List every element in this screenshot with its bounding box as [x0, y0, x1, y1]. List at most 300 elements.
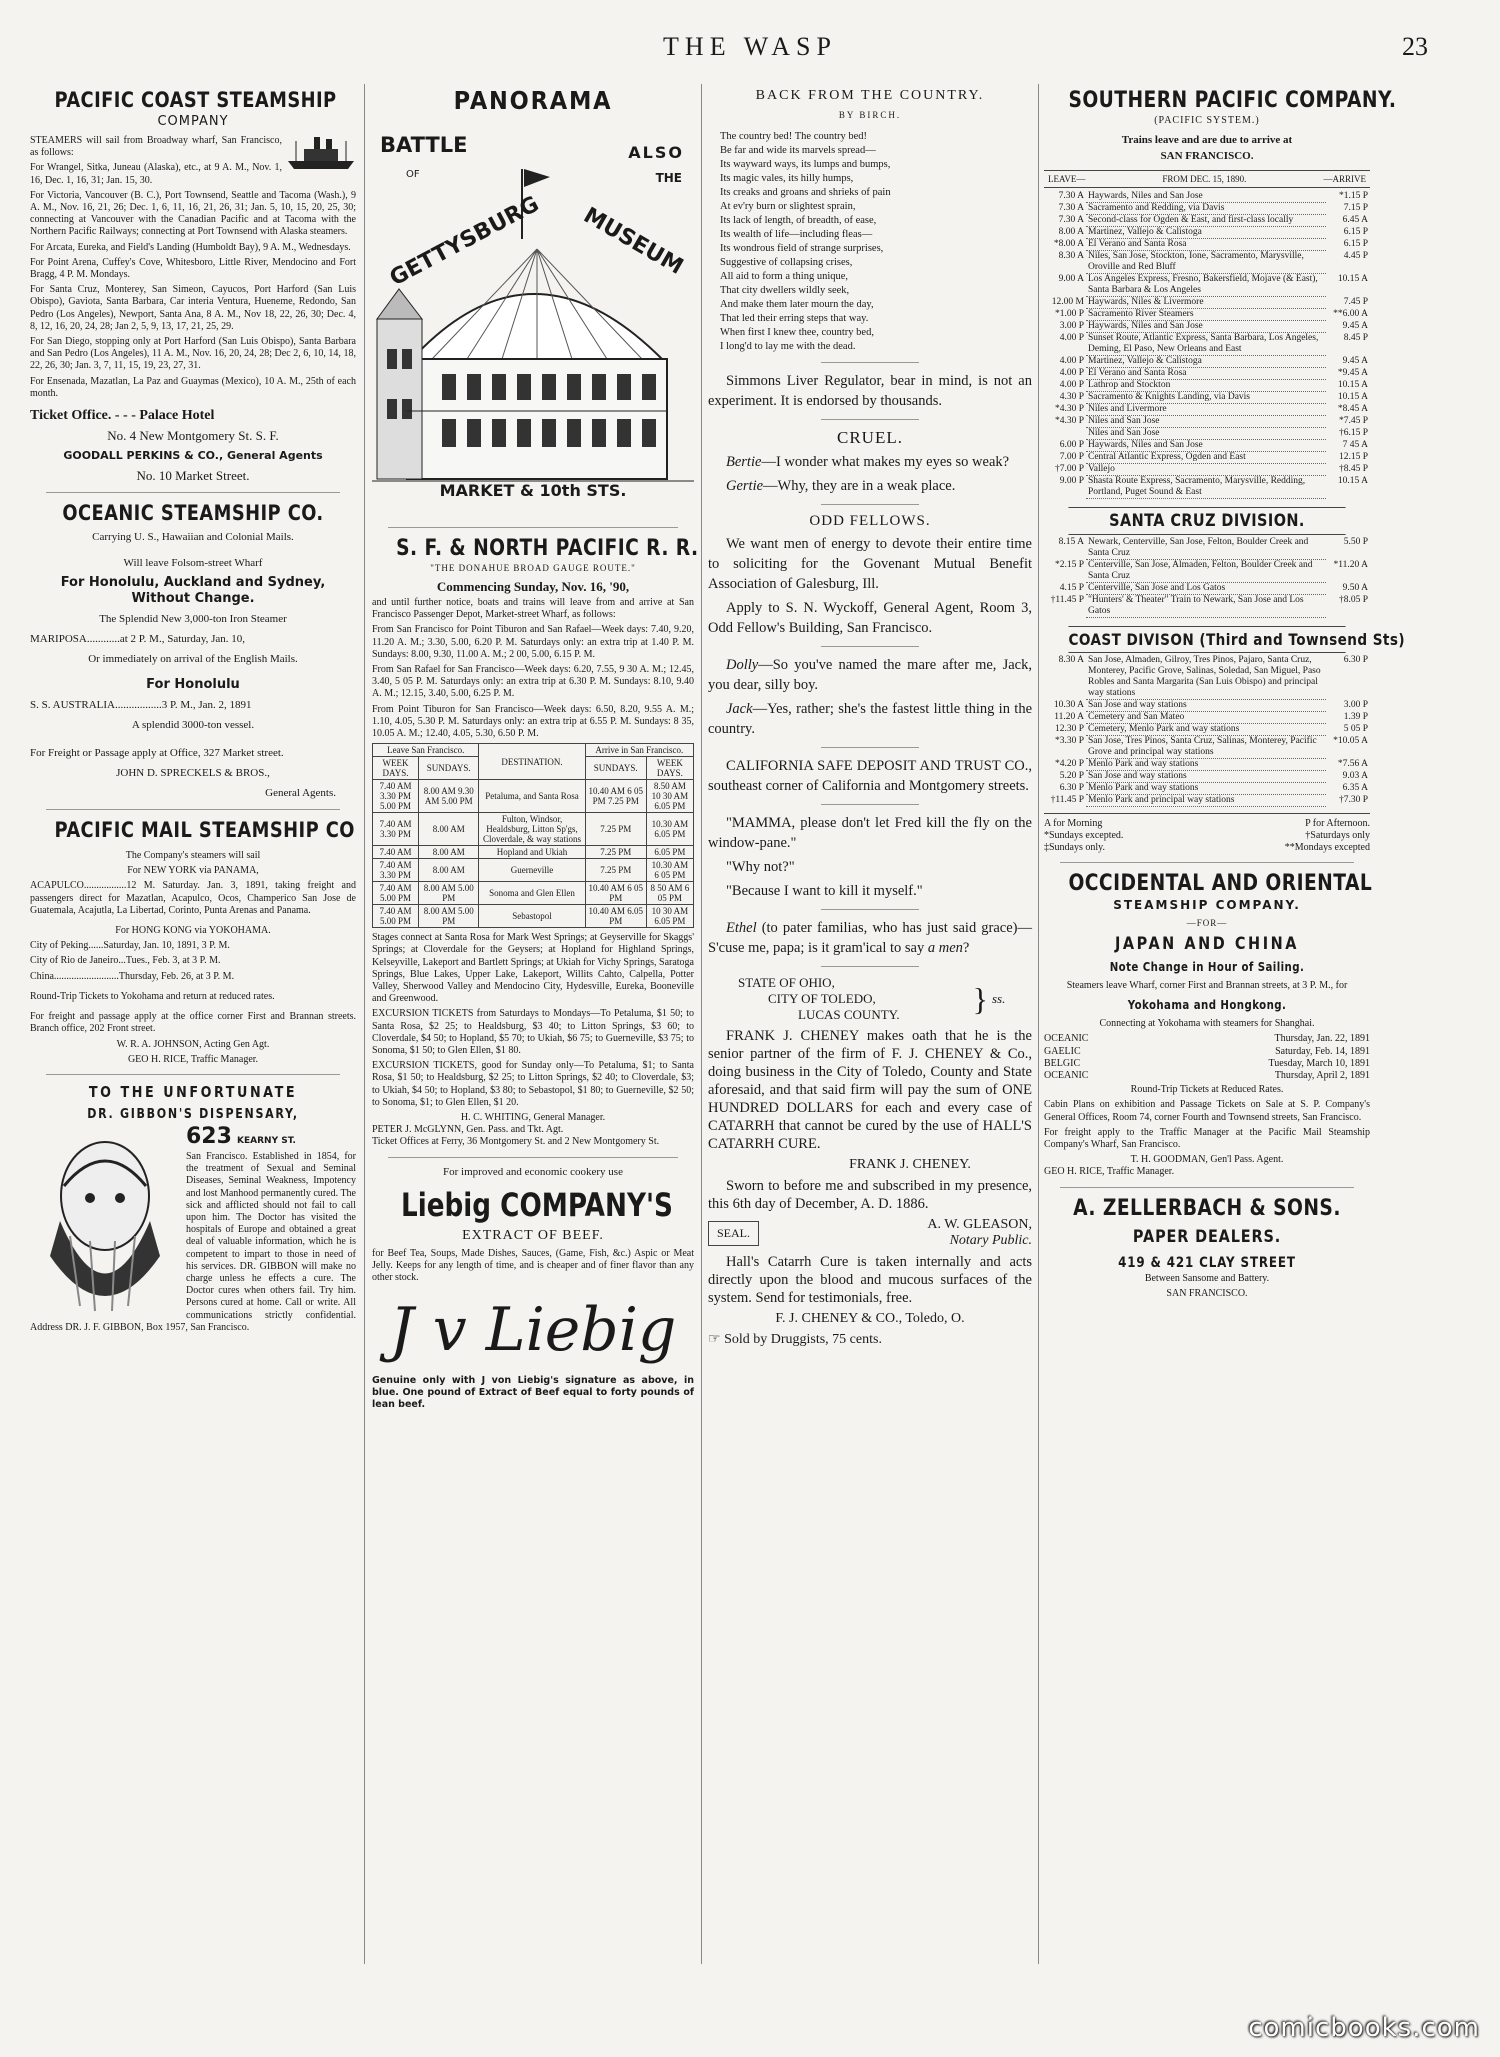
table-cell: 10.40 AM 6 05 PM 7.25 PM — [585, 780, 646, 813]
speaker: Dolly — [726, 657, 759, 673]
divider — [821, 646, 918, 647]
arrival-time: †6.15 P — [1338, 427, 1368, 438]
legend-item: A for Morning — [1044, 818, 1103, 829]
divider — [821, 419, 918, 420]
speaker: Gertie — [726, 478, 764, 494]
odd-fellows-text: Apply to S. N. Wyckoff, General Agent, Room 3, Odd Fellow's Building, San Francisco. — [708, 600, 1032, 636]
safe-deposit-text: CALIFORNIA SAFE DEPOSIT AND TRUST CO., southeast corner of California and Montgomery streets. — [708, 758, 1032, 794]
jack-line — [708, 699, 1032, 739]
destination: Cemetery, Menlo Park and way stations — [1086, 724, 1326, 736]
arrival-time: 6.30 P — [1343, 655, 1368, 665]
table-header: SUNDAYS. — [419, 757, 479, 780]
schedule-row — [1044, 356, 1370, 368]
ad-word: THE — [655, 171, 682, 185]
table-cell: 8.00 AM — [419, 859, 479, 882]
table-cell: 8.00 AM 5.00 PM — [419, 882, 479, 905]
arrival-time: 12.15 P — [1338, 451, 1368, 462]
speaker: Ethel — [726, 920, 757, 936]
emphasis: a men — [927, 940, 963, 956]
destination: Cemetery and San Mateo — [1086, 712, 1326, 724]
sailing-row — [1044, 1033, 1370, 1045]
departure-time: 4.00 P — [1059, 367, 1084, 378]
dr-gibbon-ad — [30, 1083, 356, 1334]
poem-line: Be far and wide its marvels spread— — [720, 145, 876, 156]
schedule-row — [1044, 783, 1370, 795]
notary-name: A. W. GLEASON, — [927, 1217, 1032, 1232]
table-cell: Fulton, Windsor, Healdsburg, Litton Sp'gs, Cloverdale, & way stations — [479, 813, 585, 846]
ad-line: General Agents. — [265, 787, 336, 800]
departure-time — [1044, 428, 1086, 440]
ad-line: Ticket Offices at Ferry, 36 Montgomery St. and 2 New Montgomery St. — [372, 1136, 660, 1148]
divider — [821, 504, 918, 505]
departure-time: 11.20 A — [1054, 711, 1084, 722]
ad-line: PETER J. McGLYNN, Gen. Pass. and Tkt. Agt. — [372, 1124, 564, 1136]
ship-name: GAELIC — [1044, 1045, 1081, 1057]
ad-line: Cabin Plans on exhibition and Passage Tickets on Sale at S. P. Company's General Offices, Room 74, corner Fourth and Townsend streets, San Francisco. — [1044, 1099, 1370, 1123]
panorama-illustration — [372, 119, 694, 519]
table-cell: 7.40 AM 5.00 PM — [373, 882, 419, 905]
arrival-time: †7.30 P — [1338, 794, 1368, 805]
santa-cruz-title: SANTA CRUZ DIVISION. — [1068, 507, 1345, 535]
schedule-row — [1044, 227, 1370, 239]
divider — [821, 362, 918, 363]
table-cell: 6.05 PM — [646, 846, 693, 859]
destination: Menlo Park and way stations — [1086, 783, 1326, 795]
ad-line: Between Sansome and Battery. — [1144, 1272, 1270, 1284]
schedule-row — [1044, 380, 1370, 392]
destination: Shasta Route Express, Sacramento, Marysville, Redding, Portland, Puget Sound & East — [1086, 476, 1326, 499]
ad-line: GEO H. RICE, Traffic Manager. — [1044, 1166, 1175, 1178]
ship-name: OCEANIC — [1044, 1033, 1089, 1045]
poem-line: Its lack of length, of breadth, of ease, — [720, 215, 877, 226]
ad-subtitle: PAPER DEALERS. — [1132, 1226, 1282, 1247]
pacific-coast-steamship-ad — [30, 88, 356, 484]
pacific-mail-steamship-ad — [30, 818, 356, 1066]
ethel-line — [708, 918, 1032, 958]
arrival-time: 9.03 A — [1342, 770, 1368, 781]
schedule-row — [1044, 297, 1370, 309]
poem-line: And make them later mourn the day, — [720, 299, 874, 310]
table-row — [373, 780, 694, 813]
ad-line: S. S. AUSTRALIA.................3 P. M., Jan. 2, 1891 — [30, 699, 252, 712]
ad-title: PACIFIC COAST STEAMSHIP — [54, 88, 337, 112]
arrival-time: †8.05 P — [1338, 594, 1368, 605]
schedule-row — [1044, 712, 1370, 724]
ad-line: For Santa Cruz, Monterey, San Simeon, Cayucos, Port Harford (San Luis Obispo), Gaviota, Santa Barbara, Car interia Ventura, Hueneme, Redondo, San Pedro (Los Angeles), Newport, Santa Ana, 8 A. M., Nov 18, 22, 26, 30; Dec. 4, 8, 12, 16, 20, 24, 28; Jan 2, 5, 9, 13, 17, 21, 25, 29. — [30, 284, 356, 332]
schedule-row — [1044, 416, 1370, 428]
table-cell: 7.25 PM — [585, 813, 646, 846]
arrival-time: 5.50 P — [1343, 537, 1368, 547]
ad-line: For NEW YORK via PANAMA, — [127, 865, 259, 877]
legend-item: *Sundays excepted. — [1044, 830, 1124, 841]
departure-time: *1.00 P — [1054, 308, 1084, 319]
occidental-oriental-ad — [1044, 871, 1373, 1179]
column-4 — [1044, 82, 1405, 2017]
cheney-signature: FRANK J. CHENEY. — [849, 1157, 971, 1172]
ad-title: OCCIDENTAL AND ORIENTAL — [1068, 871, 1373, 896]
ad-line: For improved and economic cookery use — [443, 1165, 623, 1178]
ticket-office: Ticket Office. - - - Palace Hotel — [30, 408, 215, 424]
table-cell: 8.00 AM 5.00 PM — [419, 905, 479, 928]
destination: Haywards, Niles and San Jose — [1086, 440, 1326, 452]
table-cell: 7.40 AM 3.30 PM 5.00 PM — [373, 780, 419, 813]
schedule-row — [1044, 321, 1370, 333]
arrival-time: *9.45 A — [1337, 367, 1368, 378]
legend-item: P for Afternoon. — [1305, 818, 1370, 829]
ad-line: China..........................Thursday, Feb. 26, at 3 P. M. — [30, 970, 235, 982]
ad-line: For freight and passage apply at the office corner First and Brannan streets. Branch office, 202 Front street. — [30, 1011, 356, 1035]
panorama-location: MARKET & 10th STS. — [439, 481, 627, 500]
destination: Centerville, San Jose and Los Gatos — [1086, 583, 1326, 595]
departure-time: 4.00 P — [1059, 332, 1084, 343]
steamship-icon — [286, 135, 356, 171]
table-cell: Sonoma and Glen Ellen — [479, 882, 585, 905]
departure-time: 7.30 A — [1058, 214, 1084, 225]
ad-line: For San Diego, stopping only at Port Harford (San Luis Obispo), Santa Barbara and San Pedro (Los Angeles), 11 A. M., Nov. 16, 20, 24, 28; Dec 2, 6, 10, 14, 18, 22, 26, 30; Jan. 3, 7, 11, 15, 19, 23, 27, 31. — [30, 336, 356, 372]
doctor-portrait-icon — [30, 1126, 180, 1316]
destination: San Jose, Almaden, Gilroy, Tres Pinos, Pajaro, Santa Cruz, Monterey, Pacific Grove, Salinas, Soledad, San Miguel, Paso Robles and Santa Margarita (San Luis Obispo) and principal way stations — [1086, 655, 1326, 700]
divider — [1060, 1187, 1353, 1188]
ad-subtitle: (PACIFIC SYSTEM.) — [1154, 115, 1260, 126]
agents: GOODALL PERKINS & CO., General Agents — [63, 449, 323, 463]
arrival-time: *11.20 A — [1333, 559, 1368, 570]
cheney-price: Sold by Druggists, 75 cents. — [724, 1332, 882, 1347]
divider — [821, 804, 918, 805]
schedule-row — [1044, 759, 1370, 771]
table-cell: 8 50 AM 6 05 PM — [646, 882, 693, 905]
address-street: KEARNY ST. — [237, 1135, 296, 1146]
ad-title: OCEANIC STEAMSHIP CO. — [62, 501, 324, 526]
legend-item: **Mondays excepted — [1284, 842, 1370, 853]
departure-time: †11.45 P — [1050, 594, 1084, 605]
dialogue: —Yes, rather; she's the fastest little thing in the country. — [708, 701, 1032, 737]
destination: Haywards, Niles and San Jose — [1086, 191, 1326, 203]
poem-line: The country bed! The country bed! — [720, 131, 868, 142]
poem-back-from-the-country — [708, 88, 1032, 354]
departure-time: 5.20 P — [1059, 770, 1084, 781]
departure-time: 7.30 A — [1058, 202, 1084, 213]
destination: El Verano and Santa Rosa — [1086, 368, 1326, 380]
ad-line: City of Peking......Saturday, Jan. 10, 1891, 3 P. M. — [30, 940, 230, 952]
cheney-ad — [708, 975, 1032, 1348]
mamma-text: "Because I want to kill it myself." — [726, 883, 923, 899]
schedule-row — [1044, 215, 1370, 227]
divider — [1060, 862, 1353, 863]
schedule-row — [1044, 368, 1370, 380]
schedule-row — [1044, 724, 1370, 736]
divider — [46, 809, 339, 810]
schedule-row — [1044, 239, 1370, 251]
destination: Sacramento & Knights Landing, via Davis — [1086, 392, 1326, 404]
speaker: Jack — [726, 701, 753, 717]
seal: SEAL. — [708, 1221, 759, 1246]
ad-line: For Wrangel, Sitka, Juneau (Alaska), etc., at 9 A. M., Nov. 1, 16, Dec. 1, 16, 31; Jan. 15, 30. — [30, 162, 282, 186]
table-cell: Hopland and Ukiah — [479, 846, 585, 859]
departure-time: *4.30 P — [1054, 415, 1084, 426]
arrival-time: 10.15 A — [1337, 379, 1368, 390]
arrival-time: †8.45 P — [1338, 463, 1368, 474]
table-header: Arrive in San Francisco. — [585, 744, 693, 757]
ad-line: For Point Arena, Cuffey's Cove, Whitesboro, Little River, Mendocino and Fort Bragg, 4 P. M. Mondays. — [30, 256, 356, 281]
arrival-time: 9.45 A — [1342, 320, 1368, 331]
dialogue: —I wonder what makes my eyes so weak? — [761, 454, 1010, 470]
table-cell: 7.25 PM — [585, 859, 646, 882]
departure-time: 10.30 A — [1053, 699, 1084, 710]
ad-line: Yokohama and Hongkong. — [1127, 998, 1287, 1013]
header-leave: LEAVE— — [1048, 174, 1086, 184]
oceanic-steamship-ad — [30, 501, 356, 801]
departure-time: 9.00 A — [1058, 273, 1084, 284]
schedule-row — [1044, 655, 1370, 700]
schedule-row — [1044, 440, 1370, 452]
arrival-time: 6.15 P — [1343, 238, 1368, 249]
column-rule — [701, 84, 702, 1964]
destination: San Jose and way stations — [1086, 771, 1326, 783]
column-2 — [372, 82, 699, 2017]
ad-line: A splendid 3000-ton vessel. — [131, 719, 255, 732]
ad-line: For Ensenada, Mazatlan, La Paz and Guaymas (Mexico), 10 A. M., 25th of each month. — [30, 375, 356, 399]
cheney-text: FRANK J. CHENEY makes oath that he is the senior partner of the firm of F. J. CHENEY & Co., doing business in the City of Toledo, County and State aforesaid, and that said firm will pay the sum of ONE HUNDRED DOLLARS for each and every case of CATARRH that cannot be cured by the use of HALL'S CATARRH CURE. — [708, 1028, 1032, 1152]
schedule-row — [1044, 404, 1370, 416]
destination: Niles and San Jose — [1086, 428, 1326, 440]
ad-title: A. ZELLERBACH & SONS. — [1073, 1195, 1341, 1221]
departure-time: 7.30 A — [1058, 191, 1084, 201]
schedule-row — [1044, 191, 1370, 203]
arrival-time: **6.00 A — [1333, 308, 1368, 319]
dialogue: —Why, they are in a weak place. — [763, 478, 956, 494]
ad-line: From Point Tiburon for San Francisco—Week days: 6.50, 8.20, 9.55 A. M.; 1.10, 4.05, 5.30 P. M. Saturdays only: an extra trip at 6.55 P. M. Sundays: 8 35, 10.05 A. M.; 12.40, 4.05, 5.30, 6.50 P. M. — [372, 703, 694, 740]
poem-body — [708, 130, 1032, 354]
ad-line: City of Rio de Janeiro...Tues., Feb. 3, at 3 P. M. — [30, 955, 221, 967]
table-cell: 7.40 AM — [373, 846, 419, 859]
departure-time: 7.00 P — [1059, 451, 1084, 462]
schedule-row — [1044, 452, 1370, 464]
poem-line: Its creaks and groans and shrieks of pain — [720, 187, 891, 198]
table-cell: 10.30 AM 6 05 PM — [646, 859, 693, 882]
table-cell: 7.25 PM — [585, 846, 646, 859]
divider — [821, 909, 918, 910]
liebig-ad — [372, 1166, 694, 1411]
schedule-row — [1044, 333, 1370, 356]
arrival-time: 7.45 P — [1343, 296, 1368, 307]
departure-time: 4.30 P — [1059, 391, 1084, 402]
poem-line: All aid to form a thing unique, — [720, 271, 849, 282]
destination: Centerville, San Jose, Almaden, Felton, Boulder Creek and Santa Cruz — [1086, 560, 1326, 583]
arrival-time: 7 45 A — [1342, 439, 1368, 450]
schedule-row — [1044, 795, 1370, 807]
poem-author: BY BIRCH. — [838, 110, 902, 120]
ad-line: Round-Trip Tickets at Reduced Rates. — [1130, 1084, 1284, 1096]
table-cell: 7.40 AM 3.30 PM — [373, 813, 419, 846]
departure-time: †11.45 P — [1050, 794, 1084, 805]
table-cell: 10.30 AM 6.05 PM — [646, 813, 693, 846]
ad-line: ACAPULCO.................12 M. Saturday. Jan. 3, 1891, taking freight and passengers direct for Mazatlan, Acapulco, Ocos, Champerico San Jose de Guatemala, Acajutla, La Libertad, Corinto, Punta Arenas and Panama. — [30, 880, 356, 916]
arrival-time: *8.45 A — [1337, 403, 1368, 414]
destination: Niles and San Jose — [1086, 416, 1326, 428]
ad-line: Carrying U. S., Hawaiian and Colonial Mails. — [92, 531, 294, 544]
ss-mark: ss. — [992, 991, 1006, 1006]
cruel-title: CRUEL. — [837, 428, 903, 447]
departure-time: *4.30 P — [1054, 403, 1084, 414]
state-line: LUCAS COUNTY. — [798, 1007, 900, 1022]
arrival-time: 6.35 A — [1342, 782, 1368, 793]
arrival-time: *10.05 A — [1333, 735, 1368, 746]
poem-line: At ev'ry burn or slightest sprain, — [720, 201, 856, 212]
ad-subtitle: "THE DONAHUE BROAD GAUGE ROUTE." — [430, 563, 636, 573]
table-header: WEEK DAYS. — [373, 757, 419, 780]
destination: Haywards, Niles & Livermore — [1086, 297, 1326, 309]
ad-line: For HONG KONG via YOKOHAMA. — [115, 925, 271, 937]
schedule-row — [1044, 251, 1370, 274]
arrival-time: *7.56 A — [1337, 758, 1368, 769]
timetable — [372, 743, 694, 928]
poem-line: Its wealth of life—including fleas— — [720, 229, 873, 240]
cheney-text: Sworn to before me and subscribed in my presence, this 6th day of December, A. D. 1886. — [708, 1178, 1032, 1212]
departure-time: 4.00 P — [1059, 379, 1084, 390]
schedule-row — [1044, 736, 1370, 759]
arrival-time: 3.00 P — [1343, 699, 1368, 710]
poem-line: That city dwellers wildly seek, — [720, 285, 850, 296]
zellerbach-ad — [1044, 1196, 1370, 1300]
ad-line: H. C. WHITING, General Manager. — [460, 1112, 606, 1124]
ad-title: Liebig COMPANY'S — [400, 1185, 673, 1224]
destination: Menlo Park and way stations — [1086, 759, 1326, 771]
destination: Vallejo — [1086, 464, 1326, 476]
column-rule — [364, 84, 365, 1964]
destination: Lathrop and Stockton — [1086, 380, 1326, 392]
departure-time: 3.00 P — [1059, 320, 1084, 331]
destination: Second-class for Ogden & East, and first-class locally — [1086, 215, 1326, 227]
schedule-row — [1044, 560, 1370, 583]
ad-line: Connecting at Yokohama with steamers for Shanghai. — [1099, 1018, 1315, 1030]
departure-time: 8.00 A — [1058, 226, 1084, 237]
table-header: SUNDAYS. — [585, 757, 646, 780]
table-cell: Sebastopol — [479, 905, 585, 928]
destination: Menlo Park and principal way stations — [1086, 795, 1326, 807]
ad-word: GETTYSBURG — [385, 191, 544, 292]
ad-line: EXCURSION TICKETS from Saturdays to Mondays—To Petaluma, $1 50; to Santa Rosa, $2 25; to Healdsburg, $3 40; to Litton Springs, $3 60; to Cloverdale, $4 50; to Hopland, $5 70; to Ukiah, $6 75; to Guerneville, $3 75; to Sonoma, $1 50; to Glen Ellen, $1 80. — [372, 1008, 694, 1057]
ad-line: For Arcata, Eureka, and Field's Landing (Humboldt Bay), 9 A. M., Wednesdays. — [30, 241, 351, 253]
table-cell: 8.50 AM 10 30 AM 6.05 PM — [646, 780, 693, 813]
odd-fellows-text: We want men of energy to devote their entire time to soliciting for the Govenant Mutual Benefit Association of Galesburg, Ill. — [708, 536, 1032, 592]
masthead: THE WASP — [663, 32, 837, 61]
ticket-office-address: No. 4 New Montgomery St. S. F. — [107, 428, 279, 444]
table-cell: 7.40 AM 3.30 PM — [373, 859, 419, 882]
departure-time: 6.00 P — [1059, 439, 1084, 450]
departure-time: †7.00 P — [1054, 463, 1084, 474]
destination: Niles and Livermore — [1086, 404, 1326, 416]
table-row — [373, 859, 694, 882]
destination: Los Angeles Express, Fresno, Bakersfield, Mojave (& East), Santa Barbara & Los Angeles — [1086, 274, 1326, 297]
departure-time: *3.30 P — [1054, 735, 1084, 746]
sailing-date: Tuesday, March 10, 1891 — [1268, 1057, 1370, 1069]
sailing-date: Thursday, April 2, 1891 — [1274, 1070, 1370, 1082]
arrival-time: 10.15 A — [1337, 475, 1368, 486]
schedule-row — [1044, 203, 1370, 215]
coast-division-schedule — [1044, 655, 1370, 807]
ad-line: GEO H. RICE, Traffic Manager. — [127, 1053, 259, 1065]
schedule-row — [1044, 464, 1370, 476]
address-number: 623 — [186, 1123, 232, 1149]
destination: Newark, Centerville, San Jose, Felton, Boulder Creek and Santa Cruz — [1086, 537, 1326, 560]
timetable-body — [373, 780, 694, 928]
cruel-line — [708, 476, 1032, 496]
destination: Martinez, Vallejo & Calistoga — [1086, 356, 1326, 368]
ad-line: The Splendid New 3,000-ton Iron Steamer — [99, 613, 287, 626]
dialogue: ? — [962, 940, 970, 956]
destination: El Verano and Santa Rosa — [1086, 239, 1326, 251]
schedule-header — [1044, 170, 1370, 188]
ad-destination: JAPAN AND CHINA — [1114, 934, 1300, 954]
ship-name: OCEANIC — [1044, 1070, 1089, 1082]
arrival-time: 10.15 A — [1337, 391, 1368, 402]
destination: Sunset Route, Atlantic Express, Santa Barbara, Los Angeles, Deming, El Paso, New Orleans and East — [1086, 333, 1326, 356]
mamma-text: "Why not?" — [726, 859, 795, 875]
ad-line: For Victoria, Vancouver (B. C.), Port Townsend, Seattle and Tacoma (Wash.), 9 A. M., Nov. 16, 21, 26; Dec. 1, 6, 11, 16, 21, 26, 31; Jan. 5, 10, 15, 20, 25, 30; connecting at Vancouver with the Canadian Pacific and at Tacoma with the Northern Pacific Railways; connecting at Port Townsend with Alaska steamers. — [30, 189, 356, 238]
ad-line: —FOR— — [1186, 918, 1228, 928]
panorama-ad — [372, 86, 694, 519]
ad-line: SAN FRANCISCO. — [1166, 1287, 1248, 1299]
ad-line: T. H. GOODMAN, Gen'l Pass. Agent. — [1130, 1154, 1284, 1166]
seal-block — [708, 1217, 1032, 1249]
destination: Central Atlantic Express, Ogden and East — [1086, 452, 1326, 464]
table-cell: Guerneville — [479, 859, 585, 882]
dolly-line — [708, 655, 1032, 695]
departure-time: 8.30 A — [1058, 250, 1084, 261]
arrival-time: *1.15 P — [1338, 191, 1368, 201]
arrival-time: 6.15 P — [1343, 226, 1368, 237]
table-header: DESTINATION. — [479, 744, 585, 780]
schedule-row — [1044, 537, 1370, 560]
ad-line: and until further notice, boats and trains will leave from and arrive at San Francisco Passenger Depot, Market-street Wharf, as follows: — [372, 597, 694, 621]
column-3 — [708, 82, 1032, 2017]
table-cell: 10 30 AM 6.05 PM — [646, 905, 693, 928]
ad-word: MUSEUM — [578, 203, 687, 280]
state-line: STATE OF OHIO, — [738, 975, 835, 990]
commencing-date: Commencing Sunday, Nov. 16, '90, — [436, 579, 630, 594]
ad-line: W. R. A. JOHNSON, Acting Gen Agt. — [116, 1038, 270, 1050]
destination: Niles, San Jose, Stockton, Ione, Sacramento, Marysville, Oroville and Red Bluff — [1086, 251, 1326, 274]
ad-line: For Freight or Passage apply at Office, 327 Market street. — [30, 747, 284, 760]
state-line: CITY OF TOLEDO, — [768, 991, 876, 1006]
table-cell: 7.40 AM 5.00 PM — [373, 905, 419, 928]
page-number: 23 — [1402, 32, 1428, 61]
ad-line: JOHN D. SPRECKELS & BROS., — [116, 767, 270, 780]
agents-address: No. 10 Market Street. — [136, 468, 250, 484]
ad-line: Stages connect at Santa Rosa for Mark West Springs; at Geyserville for Skaggs' Springs; at Cloverdale for the Geysers; at Hopland for Highland Springs, Kelseyville, Lakeport and Bartlett Springs; at Ukiah for Vichy Springs, Saratoga Springs, Blue Lakes, Upper Lake, Lakeport, Willits Cahto, Calpella, Potter Valley, Sherwood Valley and Mendocino City, Hydesville, Eureka, Booneville and Greenwood. — [372, 932, 694, 1005]
table-row — [373, 813, 694, 846]
sailing-date: Thursday, Jan. 22, 1891 — [1274, 1033, 1370, 1045]
header-from: FROM DEC. 15, 1890. — [1162, 174, 1247, 184]
schedule-row — [1044, 274, 1370, 297]
rotunda-building-icon — [372, 119, 694, 519]
departure-time: 4.00 P — [1059, 355, 1084, 366]
destination: Sacramento River Steamers — [1086, 309, 1326, 321]
schedule-legend — [1044, 813, 1370, 854]
ad-line: The Company's steamers will sail — [125, 850, 261, 862]
ad-line: Trains leave and are due to arrive at — [1121, 134, 1293, 146]
ship-name: BELGIC — [1044, 1057, 1081, 1069]
ad-text: San Francisco. Established in 1854, for the treatment of Sexual and Seminal Diseases, Seminal Weakness, Impotency and lost Manhood permanently cured. The sick and afflicted should not fail to call upon him. The Doctor has visited the hospitals of Europe and obtained a great deal of valuable information, which he is competent to impart to those in need of his services. DR. GIBBON will make no charge unless he effects a cure. The Doctor cures when others fail. Try him. Persons cured at home. Call or write. All communications strictly confidential. Address DR. J. F. GIBBON, Box 1957, San Francisco. — [30, 1150, 356, 1333]
sailing-list — [1044, 1033, 1370, 1082]
table-row — [373, 905, 694, 928]
schedule-row — [1044, 771, 1370, 783]
departure-time: 12.00 M — [1051, 296, 1084, 307]
table-row — [373, 846, 694, 859]
departure-time: 8.30 A — [1058, 655, 1084, 665]
arrival-time: 1.39 P — [1343, 711, 1368, 722]
poem-line: I long'd to lay me with the dead. — [720, 341, 856, 352]
